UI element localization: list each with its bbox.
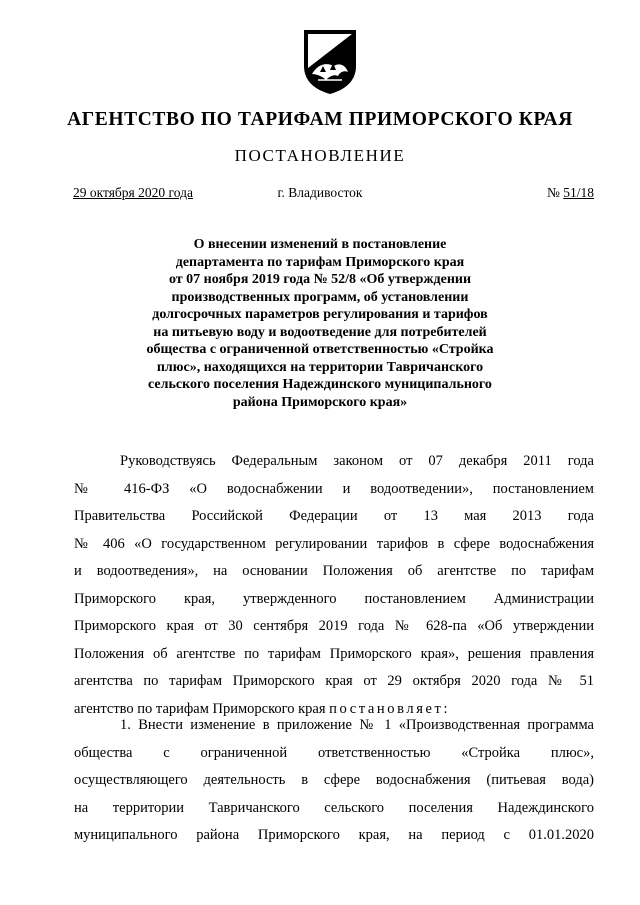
body-line: Правительства Российской Федерации от 13 мая 2013 года <box>74 508 594 524</box>
agency-name: АГЕНТСТВО ПО ТАРИФАМ ПРИМОРСКОГО КРАЯ <box>67 109 573 130</box>
body-line: на территории Тавричанского сельского поселения Надеждинского <box>74 799 594 816</box>
body-line: 1. Внести изменение в приложение № 1 «Производственная программа <box>120 717 594 733</box>
decree-number-prefix: № <box>546 185 564 200</box>
coat-of-arms-icon <box>300 28 360 96</box>
decree-date: 29 октября 2020 года <box>73 185 193 200</box>
body-line: Положения об агентстве по тарифам Приморского края», решения правления <box>74 645 594 662</box>
body-line: и водоотведения», на основании Положения об агентстве по тарифам <box>74 563 594 579</box>
resolution-word: постановляет: <box>329 700 451 717</box>
title-line: общества с ограниченной ответственностью «Стройка <box>146 342 494 357</box>
title-line: от 07 ноября 2019 года № 52/8 «Об утверждении <box>168 272 472 287</box>
document-type: ПОСТАНОВЛЕНИЕ <box>234 146 406 165</box>
body-line: Приморского края от 30 сентября 2019 года № 628-па «Об утверждении <box>74 618 594 634</box>
body-line: общества с ограниченной ответственностью «Стройка плюс», <box>74 744 594 761</box>
preamble-paragraph <box>74 448 594 723</box>
title-line: департамента по тарифам Приморского края <box>175 254 465 270</box>
body-line: осуществляющего деятельность в сфере водоснабжения (питьевая вода) <box>74 772 594 788</box>
body-line: № 416-ФЗ «О водоснабжении и водоотведении», постановлением <box>74 480 594 497</box>
clause-1-paragraph <box>74 712 594 850</box>
title-line: плюс», находящихся на территории Тавричанского <box>156 359 484 375</box>
title-line: О внесении изменений в постановление <box>193 237 447 252</box>
resolution-text: агентство по тарифам Приморского края <box>74 700 326 717</box>
body-line: агентства по тарифам Приморского края от 29 октября 2020 года № 51 <box>74 673 594 689</box>
title-line: долгосрочных параметров регулирования и тарифов <box>152 307 488 322</box>
title-line: сельского поселения Надеждинского муниципального <box>148 377 492 392</box>
body-line: Приморского края, утвержденного постановлением Администрации <box>74 590 594 607</box>
decree-number <box>547 184 594 202</box>
decree-number-value: 51/18 <box>563 185 594 200</box>
decree-title <box>120 236 520 411</box>
title-line: на питьевую воду и водоотведение для потребителей <box>153 324 487 340</box>
body-line: муниципального района Приморского края, на период с 01.01.2020 <box>74 827 594 843</box>
body-line: № 406 «О государственном регулировании тарифов в сфере водоснабжения <box>74 535 594 552</box>
title-line: производственных программ, об установлении <box>171 289 469 305</box>
body-line: Руководствуясь Федеральным законом от 07 декабря 2011 года <box>120 453 594 469</box>
title-line: района Приморского края» <box>232 394 408 410</box>
decree-city: г. Владивосток <box>277 185 363 200</box>
